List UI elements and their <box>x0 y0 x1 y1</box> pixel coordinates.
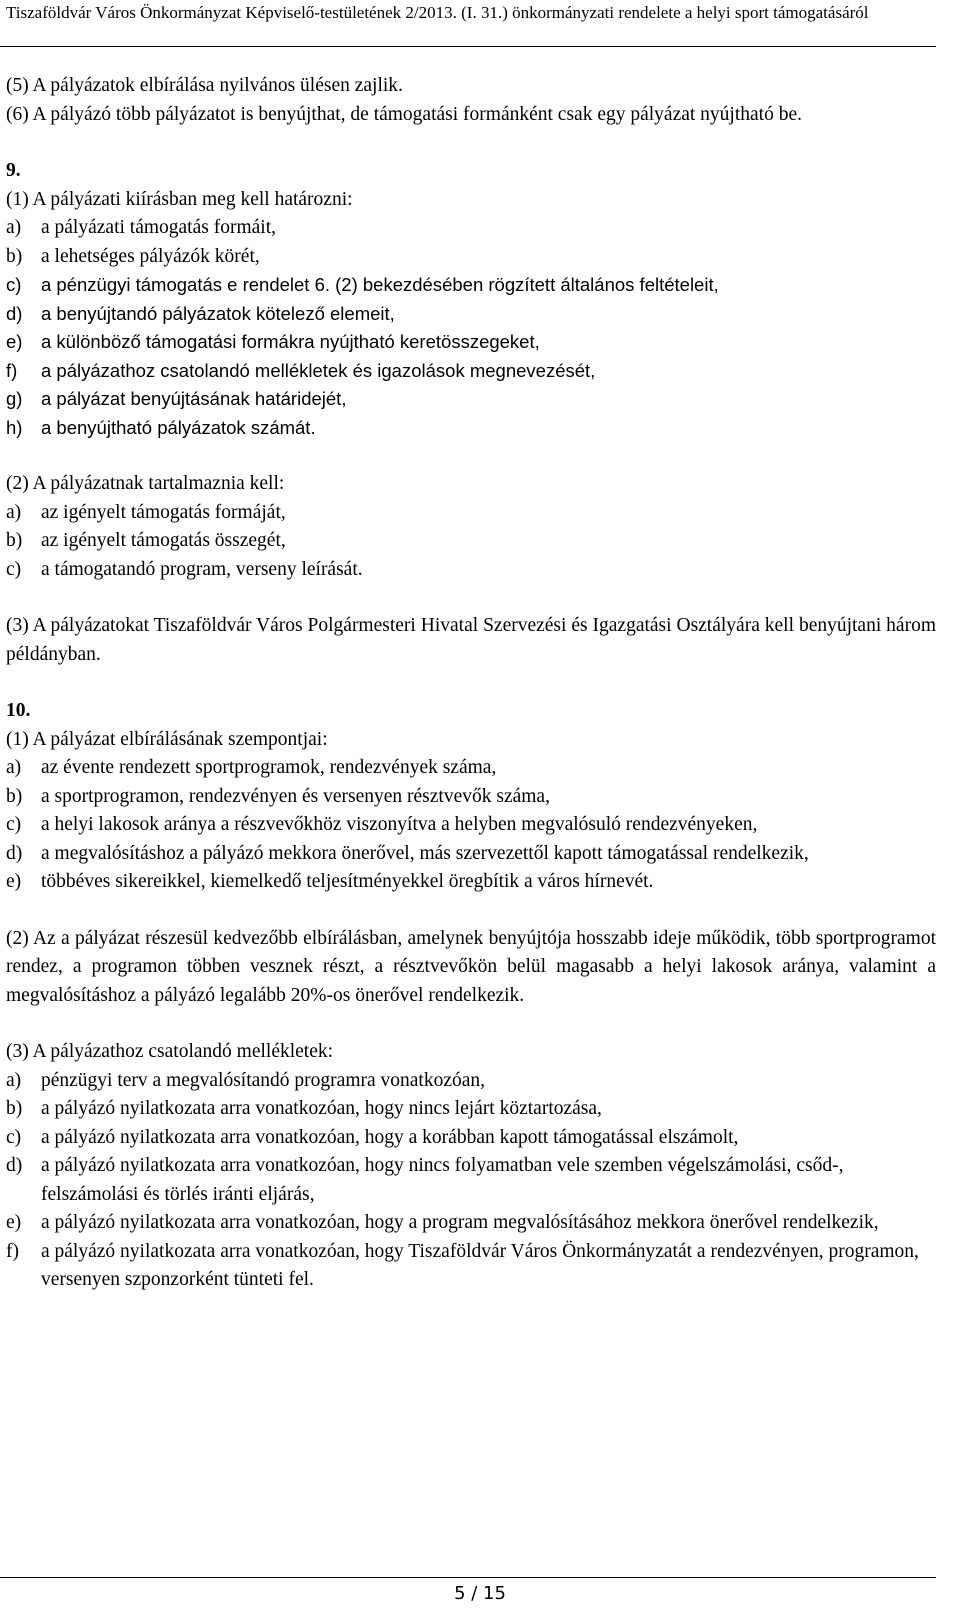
list-item: e) többéves sikereikkel, kiemelkedő teljesítményekkel öregbítik a város hírnevét. <box>6 871 654 892</box>
list-item: b) a pályázó nyilatkozata arra vonatkozóan, hogy nincs lejárt köztartozása, <box>6 1098 602 1119</box>
s10-p1-list <box>6 754 936 897</box>
list-item: b) az igényelt támogatás összegét, <box>6 530 286 551</box>
list-item: e) a pályázó nyilatkozata arra vonatkozóan, hogy a program megvalósításához mekkora önerővel rendelkezik, <box>6 1212 879 1233</box>
s10-paragraph-2: (2) Az a pályázat részesül kedvezőbb elbírálásban, amelynek benyújtója hosszabb ideje működik, több sportprogramot rendez, a programon többen vesznek részt, a résztvevőkön belül magasabb a helyi lakosok aránya, valamint a megvalósításhoz a pályázó legalább 20%-os önerővel rendelkezik. <box>6 927 936 1006</box>
header-divider <box>0 46 936 47</box>
document-body <box>6 72 936 1295</box>
list-item: a) az igényelt támogatás formáját, <box>6 501 286 523</box>
list-item: g) a pályázat benyújtásának határidejét, <box>6 388 347 409</box>
s10-paragraph-3-intro: (3) A pályázathoz csatolandó mellékletek: <box>6 1041 334 1062</box>
list-item: b) a lehetséges pályázók körét, <box>6 245 260 267</box>
s9-paragraph-2-intro: (2) A pályázatnak tartalmaznia kell: <box>6 473 285 494</box>
s8-paragraph-5: (5) A pályázatok elbírálása nyilvános ülésen zajlik. <box>6 75 403 96</box>
s9-p2-list <box>6 499 936 585</box>
s9-paragraph-3: (3) A pályázatokat Tiszaföldvár Város Polgármesteri Hivatal Szervezési és Igazgatási Osztályára kell benyújtani három példányban. <box>6 615 936 665</box>
list-item: a) pénzügyi terv a megvalósítandó programra vonatkozóan, <box>6 1069 486 1091</box>
s9-p1-list <box>6 214 936 442</box>
list-item: d) a benyújtandó pályázatok kötelező elemeit, <box>6 302 395 324</box>
page-number: 5 / 15 <box>454 1583 506 1604</box>
section-10-heading: 10. <box>6 700 31 721</box>
list-item: c) a helyi lakosok aránya a részvevőkhöz viszonyítva a helyben megvalósuló rendezvényeken, <box>6 814 758 835</box>
s9-paragraph-1-intro: (1) A pályázati kiírásban meg kell határozni: <box>6 188 353 210</box>
list-item: f) a pályázó nyilatkozata arra vonatkozóan, hogy Tiszaföldvár Város Önkormányzatát a rendezvényen, programon, versenyen szponzorként tünteti fel. <box>6 1240 919 1290</box>
s10-paragraph-1-intro: (1) A pályázat elbírálásának szempontjai: <box>6 728 328 750</box>
list-item: h) a benyújtható pályázatok számát. <box>6 416 316 438</box>
list-item: d) a pályázó nyilatkozata arra vonatkozóan, hogy nincs folyamatban vele szemben végelszámolási, csőd-, felszámolási és törlés iránti eljárás, <box>6 1155 844 1205</box>
page-header: Tiszaföldvár Város Önkormányzat Képviselő-testületének 2/2013. (I. 31.) önkormányzati rendelete a helyi sport támogatásáról <box>6 3 869 22</box>
list-item: f) a pályázathoz csatolandó mellékletek és igazolások megnevezését, <box>6 359 596 381</box>
list-item: c) a pénzügyi támogatás e rendelet 6. (2) bekezdésében rögzített általános feltételeit, <box>6 274 719 295</box>
list-item: c) a pályázó nyilatkozata arra vonatkozóan, hogy a korábban kapott támogatással elszámolt, <box>6 1126 739 1148</box>
list-item: c) a támogatandó program, verseny leírását. <box>6 558 363 580</box>
list-item: b) a sportprogramon, rendezvényen és versenyen résztvevők száma, <box>6 785 550 807</box>
list-item: d) a megvalósításhoz a pályázó mekkora önerővel, más szervezettől kapott támogatással rendelkezik, <box>6 842 809 864</box>
section-9-heading: 9. <box>6 160 21 181</box>
s10-p3-list <box>6 1067 936 1295</box>
s8-paragraph-6: (6) A pályázó több pályázatot is benyújthat, de támogatási formánként csak egy pályázat nyújtható be. <box>6 103 802 125</box>
footer-divider <box>0 1577 936 1578</box>
list-item: a) a pályázati támogatás formáit, <box>6 217 276 238</box>
list-item: a) az évente rendezett sportprogramok, rendezvények száma, <box>6 757 497 778</box>
list-item: e) a különböző támogatási formákra nyújtható keretösszegeket, <box>6 331 540 352</box>
